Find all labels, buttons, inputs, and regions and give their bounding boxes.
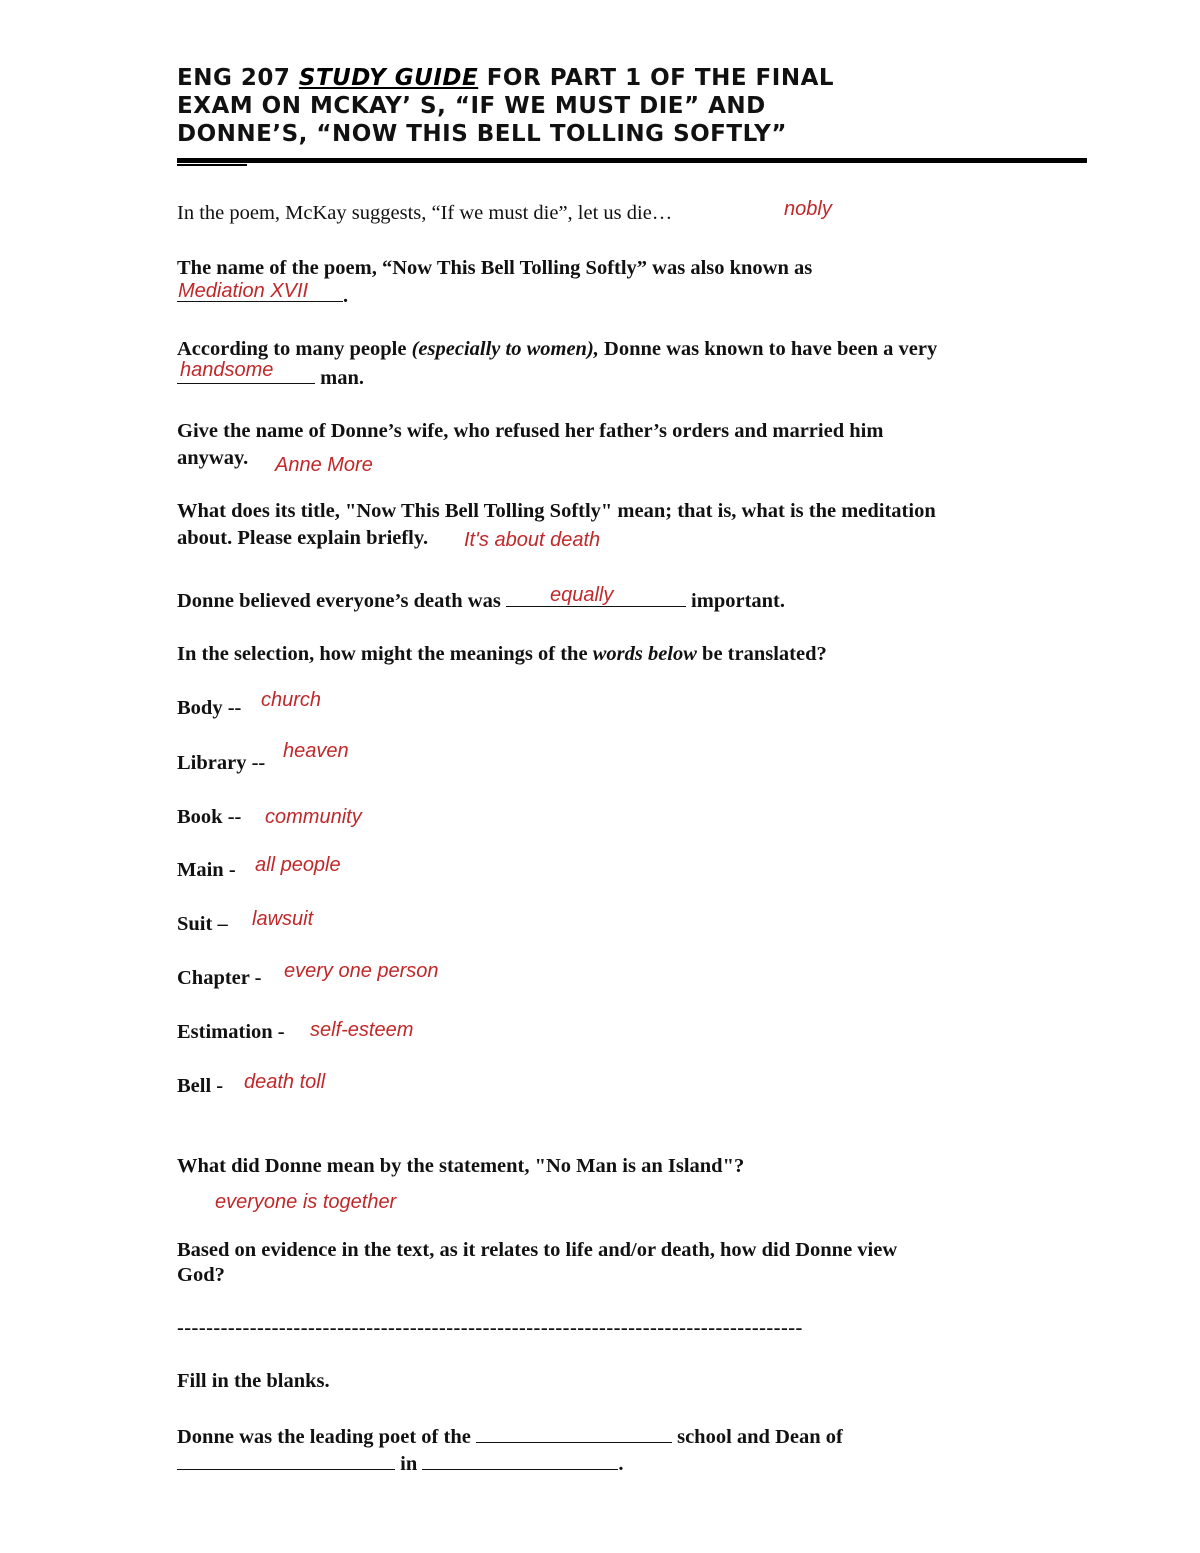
term-book: Book --: [177, 806, 242, 828]
answer-estimation: self-esteem: [310, 1019, 414, 1041]
question-7: [177, 641, 827, 668]
question-5: What does its title, "Now This Bell Tolling Softly" mean; that is, what is the meditation: [177, 500, 936, 522]
question-6-tail: important.: [685, 590, 785, 612]
page-title: [177, 64, 1077, 148]
answer-4: Anne More: [275, 454, 373, 476]
answer-suit: lawsuit: [252, 908, 314, 930]
title-line-2: EXAM ON MCKAY’ S, “IF WE MUST DIE” AND: [177, 93, 766, 119]
question-9: Based on evidence in the text, as it relates to life and/or death, how did Donne view: [177, 1239, 898, 1261]
answer-library: heaven: [283, 740, 349, 762]
question-10-in: in: [395, 1453, 423, 1475]
question-3: [177, 336, 937, 363]
question-3-text: According to many people: [177, 338, 412, 360]
fill-in-heading: Fill in the blanks.: [177, 1370, 330, 1392]
question-7-emphasis: words below: [592, 643, 697, 665]
term-library: Library --: [177, 752, 266, 774]
question-7-text: In the selection, how might the meanings of the: [177, 643, 593, 665]
answer-5: It's about death: [464, 529, 601, 551]
answer-bell: death toll: [244, 1071, 326, 1093]
question-4: Give the name of Donne’s wife, who refused her father’s orders and married him: [177, 420, 884, 442]
period: .: [343, 285, 349, 307]
title-rule-accent: [177, 164, 247, 166]
question-9-line-2: God?: [177, 1264, 225, 1286]
answer-chapter: every one person: [284, 960, 439, 982]
term-estimation: Estimation -: [177, 1021, 285, 1043]
question-8: What did Donne mean by the statement, "No Man is an Island"?: [177, 1155, 745, 1177]
question-4-line-2: anyway.: [177, 447, 249, 469]
answer-body: church: [261, 689, 322, 711]
question-6: [177, 586, 785, 615]
question-3-text-end: Donne was known to have been a very: [598, 338, 938, 360]
title-line-3: DONNE’S, “NOW THIS BELL TOLLING SOFTLY”: [177, 121, 787, 147]
section-divider: --------------------------------------------------------------------------------------: [177, 1317, 803, 1339]
term-main: Main -: [177, 859, 236, 881]
term-chapter: Chapter -: [177, 967, 262, 989]
title-rule: [177, 158, 1087, 163]
answer-2: Mediation XVII: [178, 280, 309, 302]
answer-8: everyone is together: [215, 1191, 397, 1213]
question-10-text: Donne was the leading poet of the: [177, 1426, 476, 1448]
question-3-tail: man.: [315, 367, 364, 389]
title-course: ENG 207: [177, 65, 299, 91]
question-1: In the poem, McKay suggests, “If we must die”, let us die…: [177, 202, 673, 224]
question-10-text-mid: school and Dean of: [671, 1426, 843, 1448]
question-2: The name of the poem, “Now This Bell Tolling Softly” was also known as: [177, 257, 813, 279]
question-6-text: Donne believed everyone’s death was: [177, 590, 506, 612]
blank[interactable]: [422, 1449, 618, 1470]
question-3-emphasis: (especially to women),: [411, 338, 599, 360]
question-7-tail: be translated?: [696, 643, 827, 665]
title-line-1: [177, 64, 1077, 92]
question-5-line-2: about. Please explain briefly.: [177, 527, 429, 549]
answer-3: handsome: [180, 359, 274, 381]
answer-book: community: [265, 806, 362, 828]
answer-6: equally: [550, 584, 614, 606]
answer-1: nobly: [784, 198, 832, 220]
title-study-guide: STUDY GUIDE: [298, 65, 479, 91]
answer-main: all people: [255, 854, 341, 876]
period: .: [618, 1453, 624, 1475]
blank[interactable]: [177, 1449, 395, 1470]
question-10: [177, 1422, 843, 1451]
term-suit: Suit –: [177, 913, 228, 935]
term-bell: Bell -: [177, 1075, 224, 1097]
term-body: Body --: [177, 697, 242, 719]
question-10-line-2: [177, 1449, 623, 1478]
title-part: FOR PART 1 OF THE FINAL: [478, 65, 835, 91]
blank[interactable]: [476, 1422, 672, 1443]
